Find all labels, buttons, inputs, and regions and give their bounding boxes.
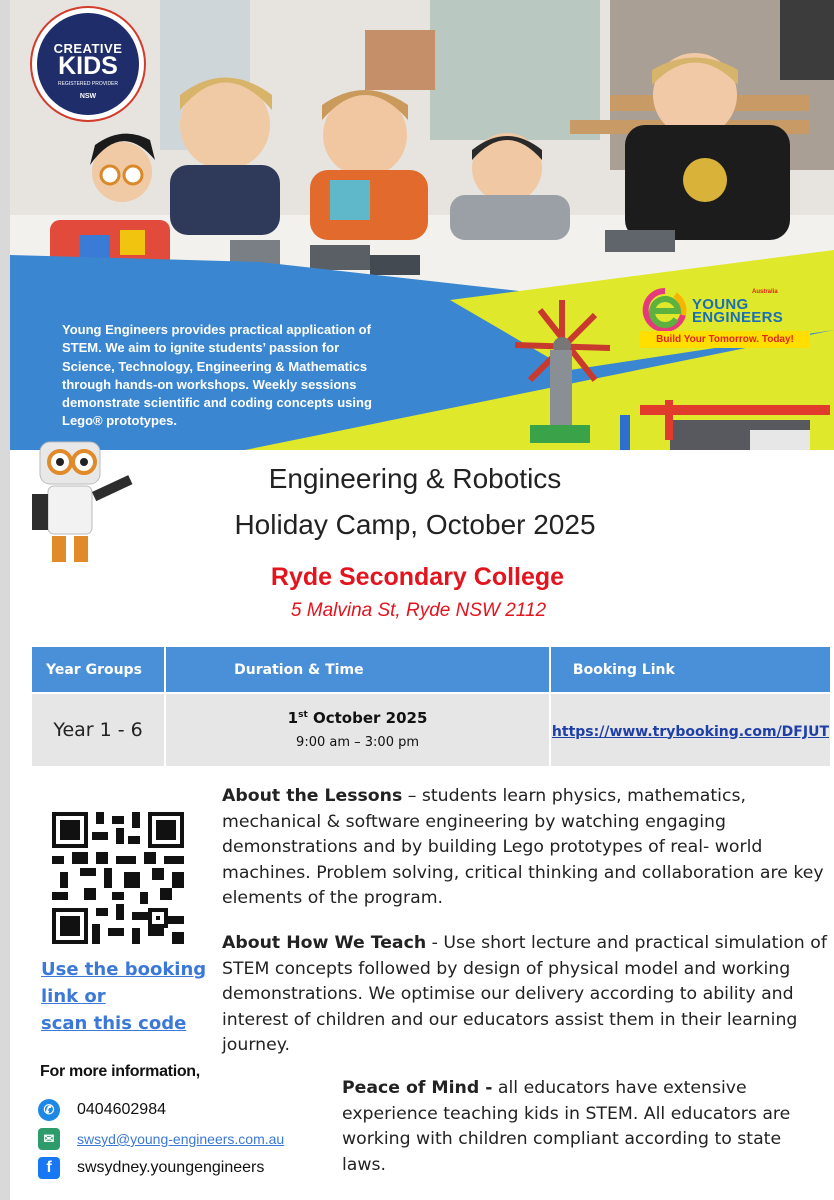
event-title-line2: Holiday Camp, October 2025: [234, 509, 596, 540]
email-icon: ✉: [38, 1128, 60, 1150]
table-row: [31, 693, 831, 767]
creative-kids-logo: [37, 13, 139, 115]
date-day: 1: [287, 708, 299, 727]
contact-email: [38, 1127, 284, 1151]
booking-prompt[interactable]: [41, 956, 216, 1037]
brand-small-word: Australia: [752, 289, 778, 295]
page-margin: [0, 0, 10, 1200]
hero-banner: [10, 0, 834, 450]
email-link[interactable]: swsyd@young-engineers.com.au: [77, 1131, 285, 1147]
event-title: [180, 456, 650, 548]
brand-line1: YOUNG: [692, 296, 749, 313]
badge-line4: NSW: [79, 93, 97, 100]
date-month-year: October 2025: [307, 708, 428, 727]
event-date: [167, 709, 548, 727]
peace-of-mind-paragraph: [342, 1076, 830, 1178]
young-engineers-e-icon: [642, 287, 688, 333]
cell-year-groups: Year 1 - 6: [31, 693, 165, 767]
header-booking-link: Booking Link: [550, 646, 831, 693]
cell-booking-link: [550, 693, 831, 767]
peace-of-mind-heading: Peace of Mind -: [342, 1078, 493, 1098]
about-teaching-text: - Use short lecture and practical simulation of STEM concepts followed by design of physical model and working demonstrations. We optimise our delivery according to ability and interest of children and our educators assist them in their learning journey.: [222, 933, 827, 1056]
contact-phone: [38, 1098, 166, 1122]
badge-line2: KIDS: [58, 52, 118, 80]
hero-description: Young Engineers provides practical application of STEM. We aim to ignite students’ passion for Science, Technology, Engineering & Mathematics through hands-on workshops. Weekly sessions demonstrate scientific and coding concepts using Lego® prototypes.: [62, 322, 372, 429]
about-lessons-text: – students learn physics, mathematics, mechanical & software engineering by watching engaging demonstrations and by building Lego prototypes of real- world machines. Problem solving, critical thinking and collaboration are key elements of the program.: [222, 786, 824, 909]
booking-prompt-line1: Use the booking: [41, 959, 207, 980]
header-duration-time: Duration & Time: [165, 646, 550, 693]
facebook-handle: swsydney.youngengineers: [77, 1159, 265, 1176]
contact-facebook: [38, 1156, 264, 1180]
contact-heading: For more information,: [40, 1063, 200, 1080]
creative-kids-badge: [32, 8, 144, 120]
venue-address: 5 Malvina St, Ryde NSW 2112: [290, 600, 547, 621]
phone-number: 0404602984: [77, 1101, 166, 1118]
table-header-row: [31, 646, 831, 693]
booking-prompt-line2: link or: [41, 986, 106, 1007]
booking-link[interactable]: https://www.trybooking.com/DFJUT: [551, 723, 829, 740]
facebook-icon: f: [38, 1157, 60, 1179]
date-suffix: st: [298, 709, 308, 720]
phone-icon: ✆: [38, 1099, 60, 1121]
qr-code[interactable]: [52, 812, 184, 944]
brand-tagline: Build Your Tomorrow. Today!: [640, 331, 810, 348]
peace-of-mind-text: all educators have extensive experience teaching kids in STEM. All educators are working with children compliant according to state laws.: [342, 1078, 791, 1175]
event-title-line1: Engineering & Robotics: [268, 463, 562, 494]
badge-line3: REGISTERED PROVIDER: [57, 81, 118, 87]
booking-prompt-line3: scan this code: [41, 1013, 187, 1034]
venue-name: Ryde Secondary College: [270, 563, 565, 591]
about-teaching-paragraph: [222, 931, 830, 1059]
about-teaching-heading: About How We Teach: [222, 933, 427, 953]
session-info-table: [30, 645, 832, 768]
badge-line1: CREATIVE: [53, 41, 123, 56]
brand-line2: ENGINEERS: [692, 309, 784, 326]
lego-robot-illustration: [18, 434, 138, 574]
about-lessons-paragraph: [222, 784, 830, 912]
young-engineers-logo: [640, 281, 815, 351]
cell-duration-time: [165, 693, 550, 767]
header-year-groups: Year Groups: [31, 646, 165, 693]
event-time: 9:00 am – 3:00 pm: [296, 734, 420, 750]
about-lessons-heading: About the Lessons: [222, 786, 403, 806]
